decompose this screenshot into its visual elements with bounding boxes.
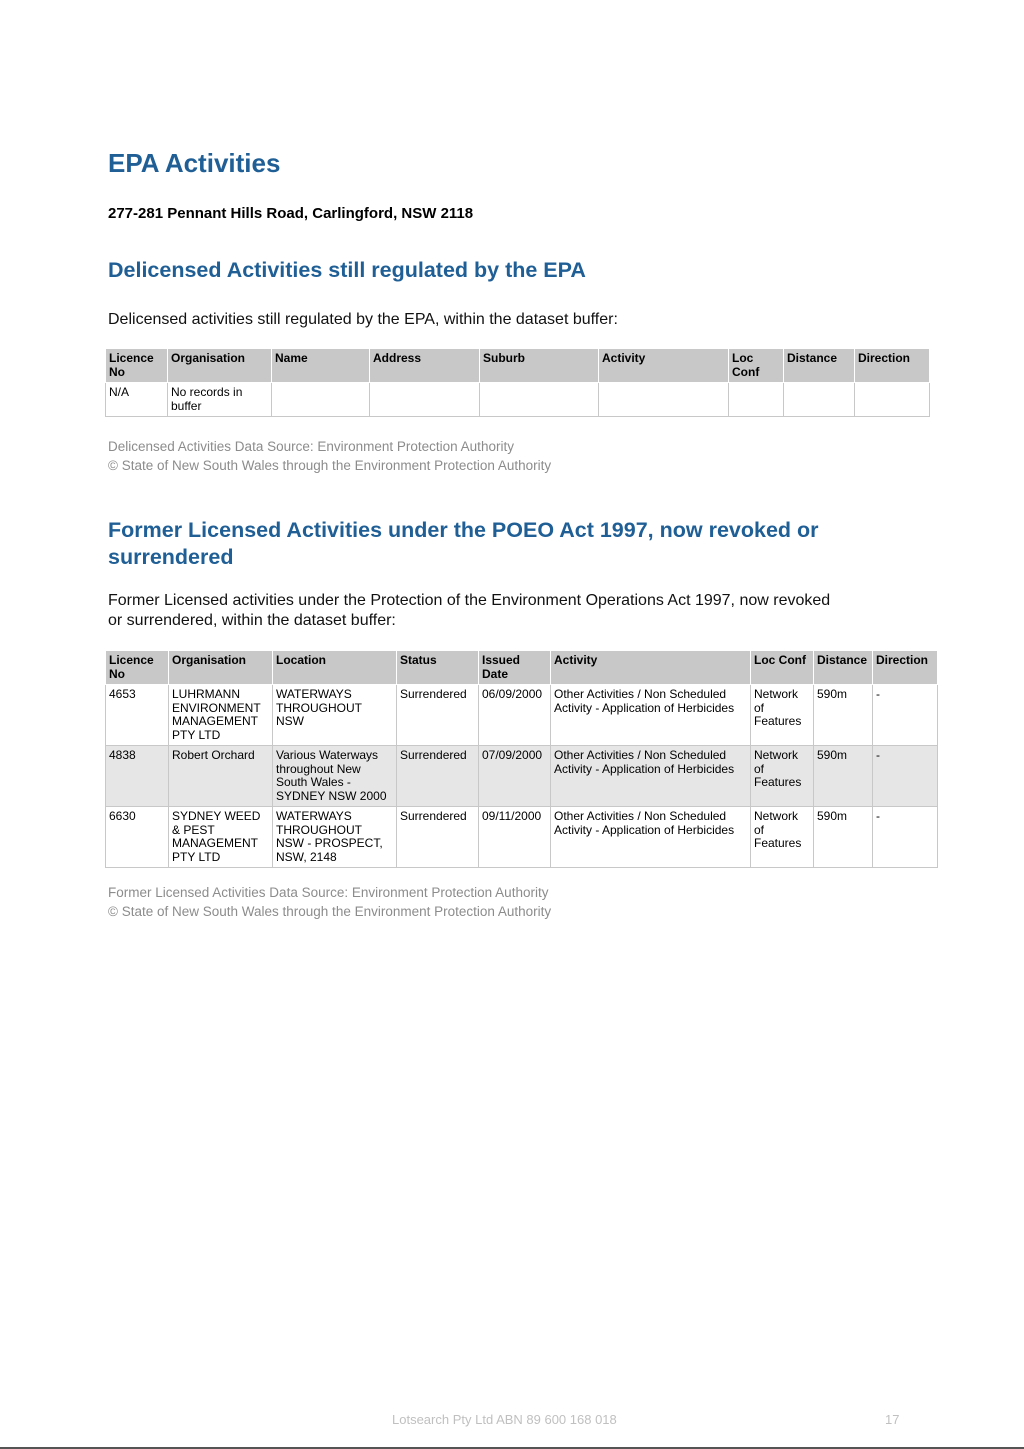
table-cell: -	[873, 807, 938, 868]
copyright-line: © State of New South Wales through the Environment Protection Authority	[108, 458, 552, 473]
table-cell	[272, 383, 370, 417]
source-line: Delicensed Activities Data Source: Environment Protection Authority	[108, 439, 514, 454]
column-header: Name	[272, 349, 370, 383]
table-cell: Other Activities / Non Scheduled Activity - Application of Herbicides	[551, 685, 751, 746]
column-header: Licence No	[106, 651, 169, 685]
table-cell: Other Activities / Non Scheduled Activity - Application of Herbicides	[551, 746, 751, 807]
table-row	[106, 807, 938, 868]
column-header: Location	[273, 651, 397, 685]
table-cell: 6630	[106, 807, 169, 868]
table-cell: 4653	[106, 685, 169, 746]
table-cell: 4838	[106, 746, 169, 807]
column-header: Activity	[599, 349, 729, 383]
table-row	[106, 746, 938, 807]
footer-company: Lotsearch Pty Ltd ABN 89 600 168 018	[392, 1412, 617, 1427]
table-cell: LUHRMANN ENVIRONMENT MANAGEMENT PTY LTD	[169, 685, 273, 746]
table-header-row	[106, 349, 930, 383]
table-cell: Robert Orchard	[169, 746, 273, 807]
table-cell	[729, 383, 784, 417]
table-cell	[370, 383, 480, 417]
table-cell: 06/09/2000	[479, 685, 551, 746]
table-cell: No records in buffer	[168, 383, 272, 417]
table-cell: WATERWAYS THROUGHOUT NSW	[273, 685, 397, 746]
table-cell: -	[873, 746, 938, 807]
site-address: 277-281 Pennant Hills Road, Carlingford, NSW 2118	[108, 205, 474, 222]
copyright-line: © State of New South Wales through the Environment Protection Authority	[108, 904, 552, 919]
table-cell: 09/11/2000	[479, 807, 551, 868]
column-header: Address	[370, 349, 480, 383]
table-cell: Network of Features	[751, 685, 814, 746]
delicensed-intro: Delicensed activities still regulated by the EPA, within the dataset buffer:	[108, 311, 618, 328]
table-cell: Surrendered	[397, 746, 479, 807]
column-header: Licence No	[106, 349, 168, 383]
table-cell	[480, 383, 599, 417]
source-line: Former Licensed Activities Data Source: Environment Protection Authority	[108, 885, 549, 900]
column-header: Distance	[814, 651, 873, 685]
table-cell: Network of Features	[751, 746, 814, 807]
table-cell	[784, 383, 855, 417]
table-header-row	[106, 651, 938, 685]
column-header: Suburb	[480, 349, 599, 383]
table-cell: Surrendered	[397, 685, 479, 746]
column-header: Status	[397, 651, 479, 685]
table-cell: -	[873, 685, 938, 746]
column-header: Loc Conf	[751, 651, 814, 685]
table-cell: SYDNEY WEED & PEST MANAGEMENT PTY LTD	[169, 807, 273, 868]
column-header: Direction	[873, 651, 938, 685]
page-title: EPA Activities	[108, 148, 281, 178]
table-cell	[855, 383, 930, 417]
column-header: Activity	[551, 651, 751, 685]
table-cell: 590m	[814, 685, 873, 746]
footer-page-number: 17	[885, 1412, 900, 1427]
table-cell: Various Waterways throughout New South Wales - SYDNEY NSW 2000	[273, 746, 397, 807]
delicensed-source	[108, 437, 551, 475]
column-header: Loc Conf	[729, 349, 784, 383]
column-header: Organisation	[169, 651, 273, 685]
former-source	[108, 883, 551, 921]
table-cell: Other Activities / Non Scheduled Activity - Application of Herbicides	[551, 807, 751, 868]
table-cell: 07/09/2000	[479, 746, 551, 807]
column-header: Organisation	[168, 349, 272, 383]
delicensed-table	[105, 348, 930, 417]
table-cell: WATERWAYS THROUGHOUT NSW - PROSPECT, NSW, 2148	[273, 807, 397, 868]
former-table	[105, 650, 938, 868]
table-row	[106, 383, 930, 417]
table-cell	[599, 383, 729, 417]
table-row	[106, 685, 938, 746]
table-cell: N/A	[106, 383, 168, 417]
table-cell: Surrendered	[397, 807, 479, 868]
former-heading: Former Licensed Activities under the POEO Act 1997, now revoked or surrendered	[108, 518, 819, 569]
column-header: Distance	[784, 349, 855, 383]
column-header: Issued Date	[479, 651, 551, 685]
column-header: Direction	[855, 349, 930, 383]
former-intro: Former Licensed activities under the Protection of the Environment Operations Act 1997, now revoked or surrendered, within the dataset buffer:	[108, 592, 831, 629]
table-cell: 590m	[814, 807, 873, 868]
table-cell: 590m	[814, 746, 873, 807]
table-cell: Network of Features	[751, 807, 814, 868]
delicensed-heading: Delicensed Activities still regulated by the EPA	[108, 258, 586, 282]
